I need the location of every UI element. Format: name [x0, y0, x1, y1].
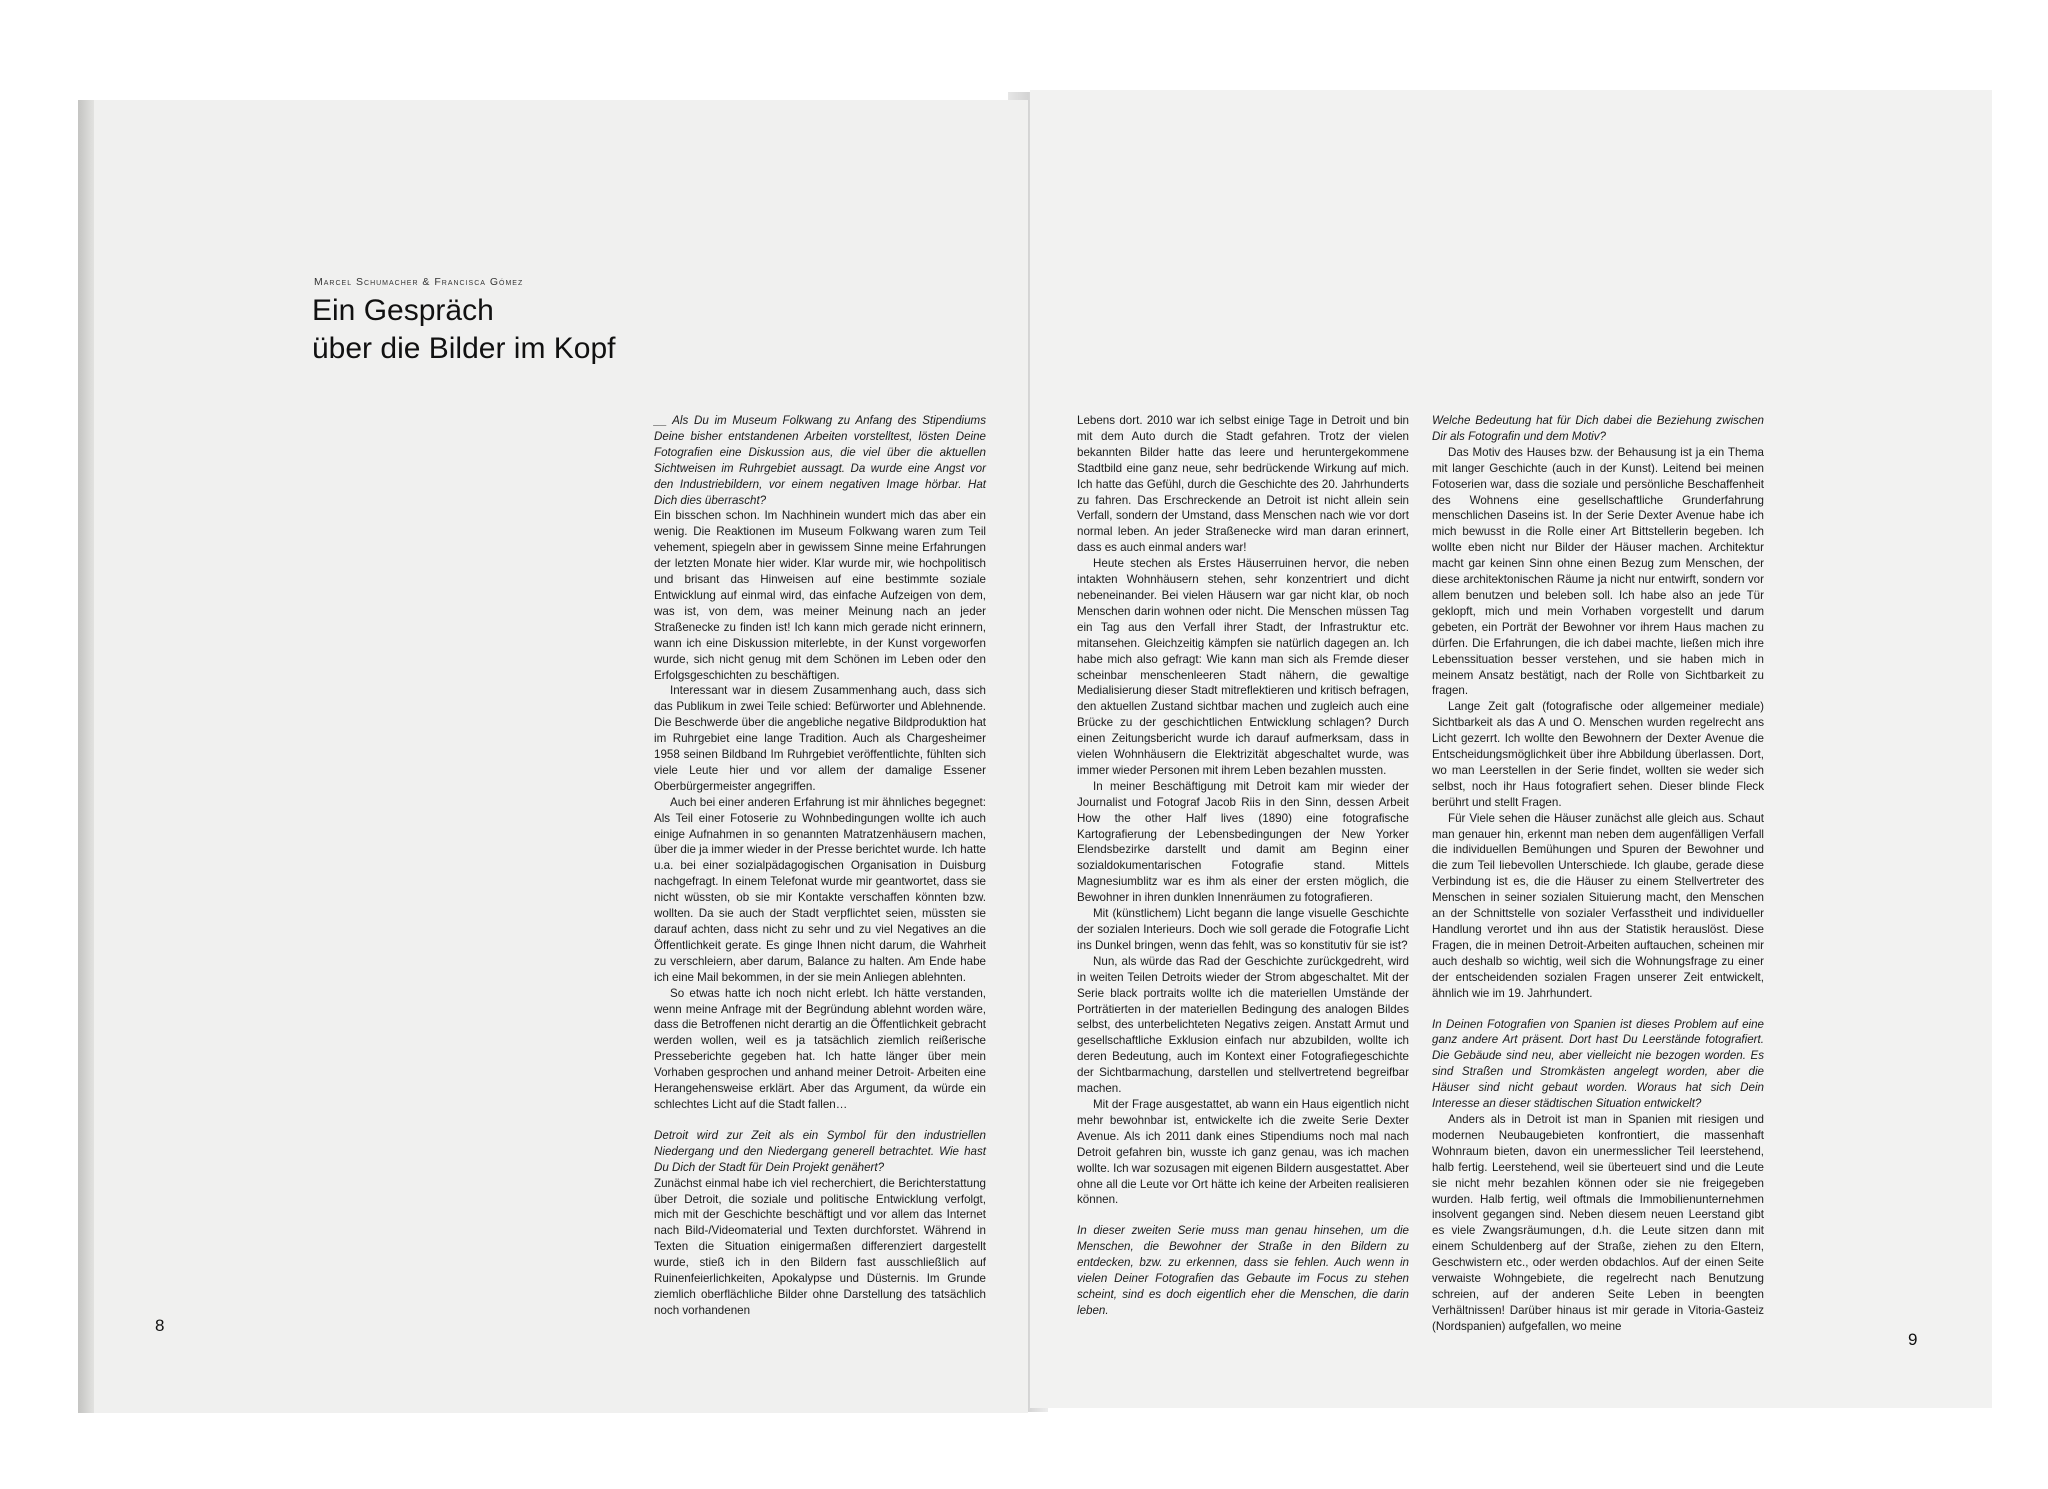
interview-answer-paragraph: Auch bei einer anderen Erfahrung ist mir ähnliches begegnet: Als Teil einer Fotoserie zu Wohnbedingungen wollte ich auch einige Aufnahmen in so genannten Matratzenhäusern machen, über die ja immer wieder in der Presse berichtet wurde. Ich hatte u.a. bei einer sozialpädagogischen Organisation in Duisburg nachgefragt. In einem Telefonat wurde mir geantwortet, dass sie nicht wüssten, ob sie mir Kontakte verschaffen könnten bzw. wollten. Da sie auch der Stadt verpflichtet seien, müssten sie darauf achten, dass nicht zu sehr und zu viel Negatives an die Öffentlichkeit gerate. Es ginge Ihnen nicht darum, die Wahrheit zu verschleiern, aber darum, Balance zu halten. Am Ende habe ich eine Mail bekommen, in der sie mein Anliegen ablehnten. [654, 795, 986, 984]
interview-answer-paragraph: Das Motiv des Hauses bzw. der Behausung ist ja ein Thema mit langer Geschichte (auch in der Kunst). Leitend bei meinen Fotoserien war, dass die soziale und persönliche Beschaffenheit des Wohnens eine gesellschaftliche Grunderfahrung menschlichen Daseins ist. In der Serie Dexter Avenue habe ich mich bewusst in die Rolle einer Art Bittstellerin begeben. Ich wollte eben nicht nur Bilder der Häuser machen. Architektur macht gar keinen Sinn ohne einen Bezug zum Menschen, der diese architektonischen Räume ja nicht nur entwirft, sondern vor allem benutzen und beleben soll. Ich habe also an jede Tür geklopft, mich und mein Vorhaben vorgestellt und darum gebeten, ein Porträt der Bewohner vor ihrem Haus machen zu dürfen. Die Erfahrungen, die ich dabei machte, ließen mich ihre Lebenssituation besser verstehen, und sie haben mich in meinem Ansatz bestätigt, nach der Rolle von Sichtbarkeit zu fragen. [1432, 445, 1764, 698]
interview-question: Detroit wird zur Zeit als ein Symbol für den industriellen Niedergang und den Niedergang generell betrachtet. Wie hast Du Dich der Stadt für Dein Projekt genähert? [654, 1128, 986, 1174]
interview-answer-paragraph: Lange Zeit galt (fotografische oder allgemeiner mediale) Sichtbarkeit als das A und O. Menschen wurden regelrecht ans Licht gezerrt. Ich wollte den Bewohnern der Dexter Avenue die Entscheidungsmöglichkeit über ihre Abbildung überlassen. Dort, wo man Leerstellen in der Serie findet, wollten sie weder sich selbst, noch ihr Haus fotografiert sehen. Dieser blinde Fleck berührt und stellt Fragen. [1432, 700, 1764, 809]
page-number-right: 9 [1908, 1330, 1918, 1349]
interview-answer-paragraph: In meiner Beschäftigung mit Detroit kam mir wieder der Journalist und Fotograf Jacob Riis in den Sinn, dessen Arbeit How the other Half lives (1890) eine fotografische Kartografierung der Lebensbedingungen der New Yorker Elendsbezirke darstellt und damit am Beginn einer sozialdokumentarischen Fotografie stand. Mittels Magnesiumblitz war es ihm als einer der ersten möglich, die Bewohner in ihren dunklen Innenräumen zu fotografieren. [1077, 779, 1409, 905]
interview-answer-paragraph: Für Viele sehen die Häuser zunächst alle gleich aus. Schaut man genauer hin, erkennt man neben dem augenfälligen Verfall die individuellen Bemühungen und Spuren der Bewohner und die zum Teil liebevollen Unterschiede. Ich glaube, gerade diese Verbindung ist es, die die Häuser zu einem Stellvertreter des Menschen in seiner sozialen Situierung macht, den Menschen an der Schnittstelle von sozialer Verfasstheit und individueller Handlung verortet und ihn aus der Statistik herauslöst. Diese Fragen, die in meinen Detroit-Arbeiten auftauchen, scheinen mir auch deshalb so wichtig, weil sich die Wohnungsfrage zu einer der entscheidenden sozialen Fragen unserer Zeit entwickelt, ähnlich wie im 19. Jahrhundert. [1432, 811, 1764, 1000]
page-number-left: 8 [155, 1316, 165, 1335]
paragraph-gap [654, 1113, 986, 1128]
interview-answer-paragraph: Ein bisschen schon. Im Nachhinein wundert mich das aber ein wenig. Die Reaktionen im Museum Folkwang waren zum Teil vehement, spiegeln aber in gewissem Sinne meine Erfahrungen der letzten Monate hier wider. Klar wurde mir, wie hochpolitisch und brisant das Hinweisen auf eine bestimmte soziale Entwicklung auf einmal wird, das einfache Aufzeigen von dem, was ist, von dem, was meiner Meinung nach an jeder Straßenecke zu finden ist! Ich kann mich gerade nicht erinnern, wann ich eine Diskussion miterlebte, in der Kunst vorgeworfen wurde, sich nicht genug mit dem Schönen im Leben oder den Erfolgsgeschichten zu beschäftigen. [654, 509, 986, 682]
paragraph-gap [1432, 1002, 1764, 1017]
interview-answer-paragraph: Mit der Frage ausgestattet, ab wann ein Haus eigentlich nicht mehr bewohnbar ist, entwickelte ich die zweite Serie Dexter Avenue. Als ich 2011 dank eines Stipendiums noch mal nach Detroit gefahren bin, wusste ich ganz genau, was ich machen wollte. Ich war sozusagen mit eigenen Bildern ausgestattet. Aber ohne all die Leute vor Ort hätte ich keine der Arbeiten realisieren können. [1077, 1097, 1409, 1207]
paragraph-gap [1077, 1208, 1409, 1223]
article-authors: Marcel Schumacher & Francisca Gómez [314, 276, 524, 288]
right-text-column-1 [1077, 413, 1409, 1319]
interview-answer-paragraph: Mit (künstlichem) Licht begann die lange visuelle Geschichte der sozialen Interieurs. Doch wie soll gerade die Fotografie Licht ins Dunkel bringen, wenn das fehlt, was so konstitutiv für sie ist? [1077, 907, 1409, 952]
interview-answer-paragraph: Interessant war in diesem Zusammenhang auch, dass sich das Publikum in zwei Teile schied: Befürworter und Ablehnende. Die Beschwerde über die angebliche negative Bildproduktion hat im Ruhrgebiet eine lange Tradition. Auch als Chargesheimer 1958 seinen Bildband Im Ruhrgebiet veröffentlichte, fühlten sich viele Leute hier und vor allem der damalige Essener Oberbürgermeister angegriffen. [654, 684, 986, 793]
title-line-2: über die Bilder im Kopf [312, 332, 616, 365]
interview-answer-paragraph: Lebens dort. 2010 war ich selbst einige Tage in Detroit und bin mit dem Auto durch die Stadt gefahren. Trotz der vielen bekannten Bilder hatte das leere und heruntergekommene Stadtbild eine ganz neue, sehr bedrückende Wirkung auf mich. Ich hatte das Gefühl, durch die Geschichte des 20. Jahrhunderts zu fahren. Das Erschreckende an Detroit ist nicht allein sein Verfall, sondern der Umstand, dass Menschen nach wie vor dort normal leben. An jeder Straßenecke wird man daran erinnert, dass es auch einmal anders war! [1077, 414, 1409, 555]
interview-answer-paragraph: Heute stechen als Erstes Häuserruinen hervor, die neben intakten Wohnhäusern stehen, sehr konzentriert und dicht nebeneinander. Bei vielen Häusern war gar nicht klar, ob noch Menschen darin wohnen oder nicht. Die Menschen müssen Tag ein Tag aus den Verfall ihrer Stadt, der Infrastruktur etc. mitansehen. Gleichzeitig kämpfen sie natürlich dagegen an. Ich habe mich also gefragt: Wie kann man sich als Fremde dieser scheinbar menschenleeren Stadt nähern, die gewaltige Medialisierung dieser Stadt mitreflektieren und kritisch befragen, den aktuellen Zustand sichtbar machen und zugleich auch eine Brücke zu der geschichtlichen Entwicklung schlagen? Durch einen Zeitungsbericht wurde ich darauf aufmerksam, dass in vielen Wohnhäusern die Elektrizität abgeschaltet wurde, was immer wieder Personen mit ihrem Leben bezahlen mussten. [1077, 557, 1409, 777]
interview-question: __ Als Du im Museum Folkwang zu Anfang des Stipendiums Deine bisher entstandenen Arbeiten vorstelltest, lösten Deine Fotografien eine Diskussion aus, die viel über die aktuellen Sichtweisen im Ruhrgebiet aussagt. Da wurde eine Angst vor den Industriebildern, vor einem negativen Image hörbar. Hat Dich dies überrascht? [654, 414, 986, 507]
title-line-1: Ein Gespräch [312, 294, 494, 327]
right-text-column-2 [1432, 413, 1764, 1335]
interview-question: Welche Bedeutung hat für Dich dabei die Beziehung zwischen Dir als Fotografin und dem Motiv? [1432, 414, 1764, 443]
interview-answer-paragraph: Anders als in Detroit ist man in Spanien mit riesigen und modernen Neubaugebieten konfrontiert, die massenhaft Wohnraum bieten, davon ein unermesslicher Teil leerstehend, halb fertig. Leerstehend, weil sie überteuert sind und die Leute sie nicht mehr bezahlen können oder sie nie freigegeben wurden. Halb fertig, weil oftmals die Immobilienunternehmen insolvent gegangen sind. Neben diesem neuen Leerstand gibt es viele Zwangsräumungen, d.h. die Leute sitzen dann mit einem Schuldenberg auf der Straße, ziehen zu den Eltern, Geschwistern etc., oder werden obdachlos. Auf der einen Seite verwaiste Wohngebiete, die regelrecht nach Benutzung schreien, auf der anderen Seite Leben in beengten Verhältnissen! Darüber hinaus ist mir gerade in Vitoria-Gasteiz (Nordspanien) aufgefallen, wo meine [1432, 1112, 1764, 1333]
interview-answer-paragraph: Zunächst einmal habe ich viel recherchiert, die Berichterstattung über Detroit, die soziale und politische Entwicklung verfolgt, mich mit der Geschichte beschäftigt und vor allem das Internet nach Bild-/Videomaterial und Texten durchforstet. Während in Texten die Situation einigermaßen differenziert dargestellt wurde, stieß ich in den Bildern fast ausschließlich auf Ruinenfeierlichkeiten, Apokalypse und Düsternis. Im Grunde ziemlich oberflächliche Bilder ohne Darstellung des tatsächlich noch vorhandenen [654, 1176, 986, 1317]
interview-answer-paragraph: Nun, als würde das Rad der Geschichte zurückgedreht, wird in weiten Teilen Detroits wieder der Strom abgeschaltet. Mit der Serie black portraits wollte ich die materiellen Umstände der Porträtierten in der materiellen Bedingung des analogen Bildes selbst, des unterbelichteten Negativs zeigen. Anstatt Armut und gesellschaftliche Exklusion einfach nur abzubilden, wollte ich deren Bedeutung, auch im Kontext einer Fotografiegeschichte der Sichtbarmachung, darstellen und stellvertretend begreifbar machen. [1077, 954, 1409, 1096]
left-text-column [654, 413, 986, 1319]
page-edge [78, 100, 94, 1413]
article-title [312, 292, 616, 368]
interview-answer-paragraph: So etwas hatte ich noch nicht erlebt. Ich hätte verstanden, wenn meine Anfrage mit der Begründung ablehnt worden wäre, dass die Betroffenen nicht derartig an die Öffentlichkeit gebracht werden wollen, weil es ja tatsächlich ziemlich reißerische Presseberichte gegeben hat. Ich hatte länger über mein Vorhaben gesprochen und anhand meiner Detroit- Arbeiten eine Herangehensweise erklärt. Aber das Argument, da würde ein schlechtes Licht auf die Stadt fallen… [654, 986, 986, 1111]
interview-question: In Deinen Fotografien von Spanien ist dieses Problem auf eine ganz andere Art präsent. Dort hast Du Leerstände fotografiert. Die Gebäude sind neu, aber vielleicht nie bezogen worden. Es sind Straßen und Stromkästen angelegt worden, aber die Häuser sind nicht gebaut worden. Woraus hat sich Dein Interesse an dieser städtischen Situation entwickelt? [1432, 1017, 1764, 1111]
interview-question: In dieser zweiten Serie muss man genau hinsehen, um die Menschen, die Bewohner der Straße in den Bildern zu entdecken, bzw. zu erkennen, dass sie fehlen. Auch wenn in vielen Deiner Fotografien das Gebaute im Focus zu stehen scheint, sind es doch eigentlich eher die Menschen, die darin leben. [1077, 1224, 1409, 1317]
